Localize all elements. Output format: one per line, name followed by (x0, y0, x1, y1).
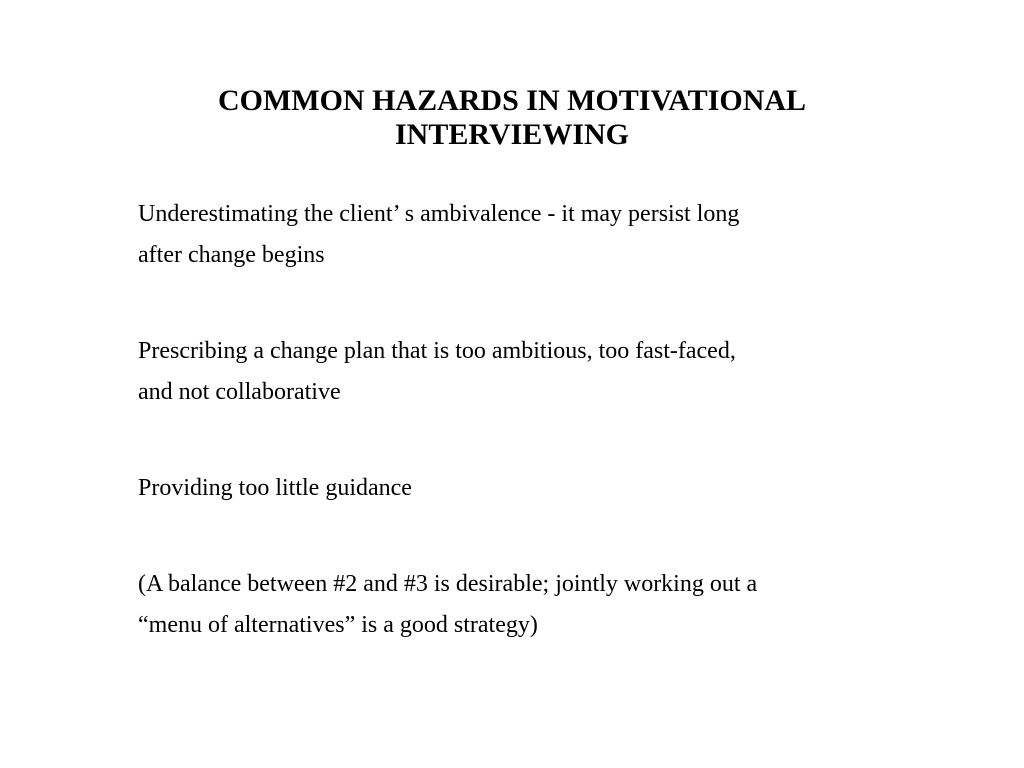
slide-title-line-1: COMMON HAZARDS IN MOTIVATIONAL (217, 84, 807, 117)
balance-note-line-2: “menu of alternatives” is a good strategy) (138, 612, 538, 638)
hazard-item-2-line-1: Prescribing a change plan that is too ambitious, too fast-faced, (138, 338, 736, 364)
hazard-item-1 (138, 194, 898, 276)
hazard-item-2-line-2: and not collaborative (138, 379, 341, 405)
balance-note (138, 564, 898, 646)
hazard-item-1-line-1: Underestimating the client’ s ambivalence - it may persist long (138, 201, 740, 227)
slide-title (0, 84, 1024, 152)
balance-note-line-1: (A balance between #2 and #3 is desirable; jointly working out a (138, 571, 758, 597)
hazard-item-3 (138, 468, 898, 509)
hazard-item-2 (138, 331, 898, 413)
hazard-item-1-line-2: after change begins (138, 242, 325, 268)
slide-title-line-2: INTERVIEWING (395, 118, 629, 151)
hazard-item-3-line-1: Providing too little guidance (138, 475, 412, 501)
